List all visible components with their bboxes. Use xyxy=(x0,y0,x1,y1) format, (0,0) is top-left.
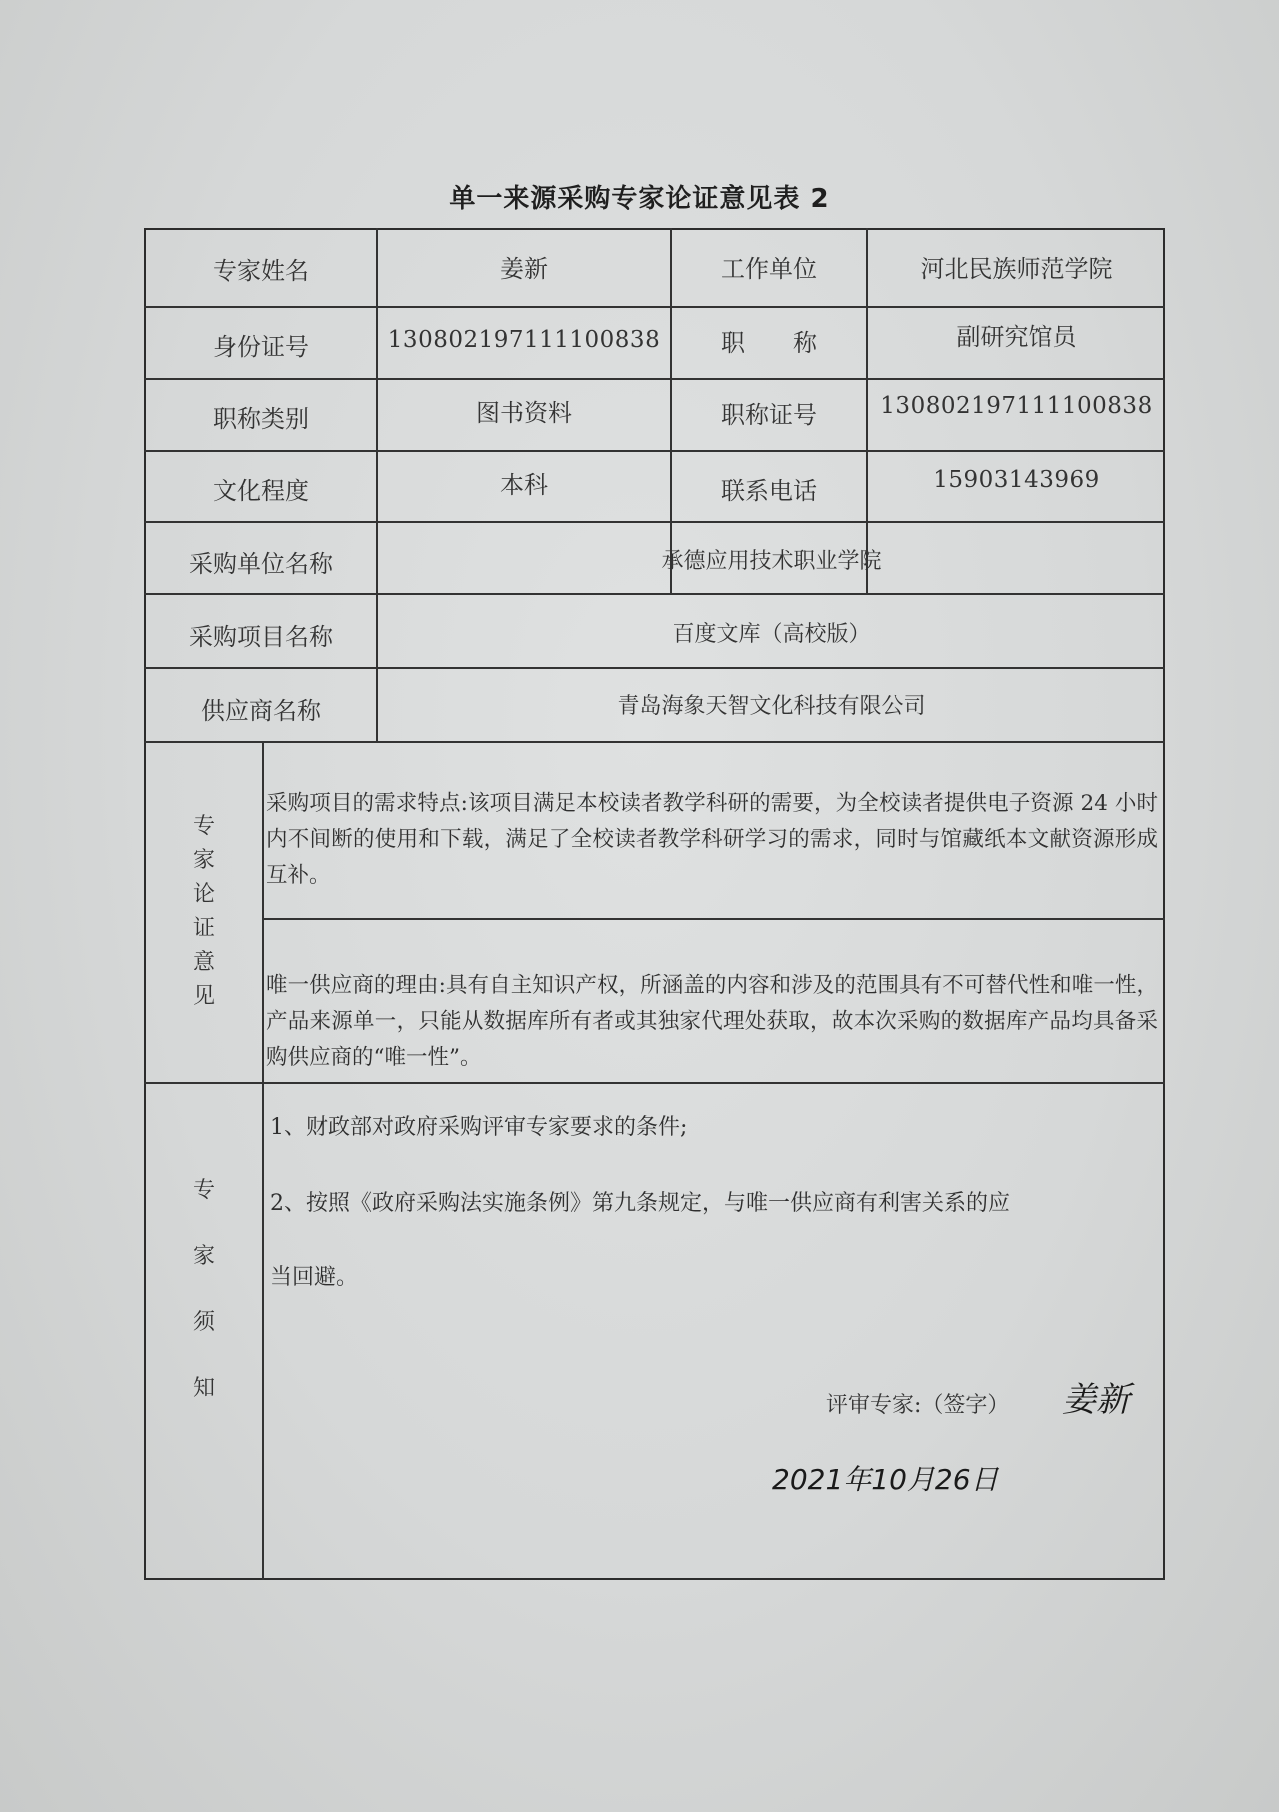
value-education: 本科 xyxy=(500,470,548,499)
label-education: 文化程度 xyxy=(213,476,309,505)
label-title: 职 称 xyxy=(721,328,817,357)
label-expert-opinion: 专 家 论 证 意 见 xyxy=(192,813,215,1009)
label-work-unit: 工作单位 xyxy=(721,254,817,283)
notice-item-1: 1、财政部对政府采购评审专家要求的条件; xyxy=(270,1115,688,1140)
document-title: 单一来源采购专家论证意见表 2 xyxy=(449,184,830,214)
value-phone: 15903143969 xyxy=(933,467,1100,493)
value-supplier: 青岛海象天智文化科技有限公司 xyxy=(617,693,926,719)
demand-characteristics-text: 采购项目的需求特点:该项目满足本校读者教学科研的需要，为全校读者提供电子资源 24 小时内不间断的使用和下载，满足了全校读者教学科研学习的需求，同时与馆藏纸本文献资源形成互补。 xyxy=(266,791,1158,888)
signature-label: 评审专家:（签字） xyxy=(826,1393,1010,1418)
value-work-unit: 河北民族师范学院 xyxy=(920,254,1113,283)
label-phone: 联系电话 xyxy=(721,476,817,505)
value-id-number: 130802197111100838 xyxy=(387,327,661,353)
label-expert-notice: 专 家 须 知 xyxy=(192,1178,215,1401)
notice-item-2-cont: 当回避。 xyxy=(270,1265,359,1290)
sole-supplier-reason-text: 唯一供应商的理由:具有自主知识产权，所涵盖的内容和涉及的范围具有不可替代性和唯一性，产品来源单一，只能从数据库所有者或其独家代理处获取，故本次采购的数据库产品均具备采购供应商的“唯一性”。 xyxy=(266,973,1158,1070)
label-expert-name: 专家姓名 xyxy=(213,256,309,285)
handwritten-signature: 姜新 xyxy=(1062,1380,1130,1420)
label-project: 采购项目名称 xyxy=(189,622,333,651)
value-purchaser: 承德应用技术职业学院 xyxy=(661,548,882,574)
value-expert-name: 姜新 xyxy=(500,254,548,283)
value-title: 副研究馆员 xyxy=(956,322,1077,351)
col-divider xyxy=(262,741,264,1580)
opinion-divider xyxy=(262,918,1165,920)
label-certificate-number: 职称证号 xyxy=(721,400,817,429)
notice-item-2: 2、按照《政府采购法实施条例》第九条规定，与唯一供应商有利害关系的应 xyxy=(270,1191,1010,1216)
row-divider xyxy=(144,1082,1165,1084)
value-certificate-number: 130802197111100838 xyxy=(880,393,1153,419)
label-id-number: 身份证号 xyxy=(213,332,309,361)
handwritten-date: 2021年10月26日 xyxy=(772,1463,999,1496)
value-title-category: 图书资料 xyxy=(476,398,572,427)
label-purchaser: 采购单位名称 xyxy=(189,549,333,578)
label-title-category: 职称类别 xyxy=(213,404,309,433)
label-supplier: 供应商名称 xyxy=(201,696,321,725)
value-project: 百度文库（高校版） xyxy=(672,621,871,647)
